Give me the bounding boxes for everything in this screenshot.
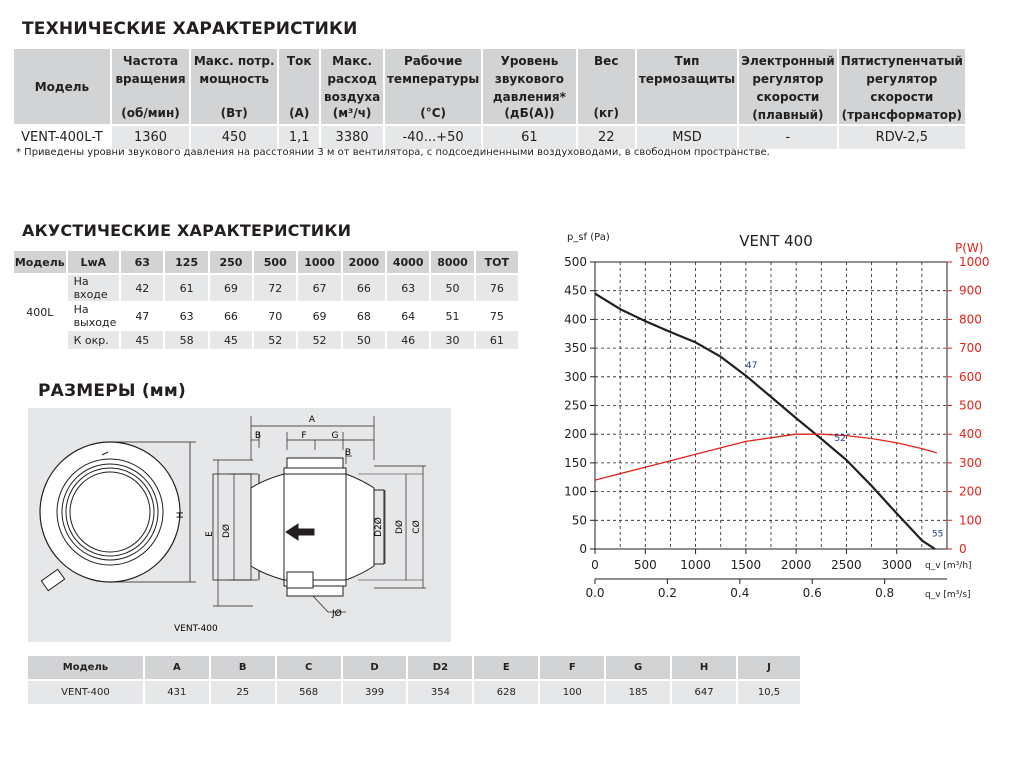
- chart-xlabel: q_v [m³/h]: [925, 561, 972, 571]
- tech-header-unit: (Вт): [220, 106, 248, 120]
- y2-tick-label: 900: [959, 283, 982, 298]
- tech-header-line: Пятиступенчатый: [840, 54, 963, 68]
- y-tick-label: 450: [564, 283, 587, 298]
- tech-header-line: регулятор: [752, 72, 824, 86]
- x-tick-label: 3000: [881, 558, 912, 572]
- tech-header-line: Тип: [674, 54, 700, 68]
- series-line-0: [595, 294, 935, 549]
- dim-header-cell: H: [672, 656, 738, 679]
- x-tick-label: 0: [591, 558, 599, 572]
- acoustic-header-cell: Модель: [14, 251, 68, 273]
- dim-label-e: E: [205, 531, 215, 537]
- dim-cell: 354: [408, 679, 474, 704]
- dim-header-cell: D: [343, 656, 409, 679]
- tech-cell: RDV-2,5: [839, 124, 967, 149]
- acoustic-cell: 52: [254, 329, 298, 349]
- x-tick-label: 2000: [780, 558, 812, 572]
- tech-header-line: Рабочие: [403, 54, 463, 68]
- y-tick-label: 300: [564, 369, 587, 384]
- acoustic-cell: 45: [210, 329, 254, 349]
- tech-header-line: Электронный: [741, 54, 835, 68]
- tech-header-cell: [14, 49, 112, 124]
- acoustic-cell: 61: [476, 329, 520, 349]
- dim-cell: 647: [672, 679, 738, 704]
- tech-cell: 1,1: [279, 124, 321, 149]
- x2-tick-label: 0.8: [875, 586, 895, 600]
- dim-cell: 100: [540, 679, 606, 704]
- dimensions-section-title: РАЗМЕРЫ (мм): [38, 381, 186, 401]
- acoustic-cell: 66: [210, 301, 254, 329]
- chart-axes: [564, 255, 989, 600]
- tech-header-line: термозащиты: [638, 72, 736, 86]
- y-tick-label: 150: [564, 455, 587, 470]
- acoustic-cell: 52: [298, 329, 342, 349]
- acoustic-header-cell: 250: [210, 251, 254, 273]
- acoustic-header-cell: 63: [121, 251, 165, 273]
- tech-header-line: Макс. потр.: [193, 54, 275, 68]
- y2-tick-label: 0: [959, 542, 967, 556]
- acoustic-cell: 30: [431, 329, 475, 349]
- acoustic-cell: 58: [165, 329, 209, 349]
- curve-annotation: 47: [745, 361, 758, 372]
- table-row: [14, 301, 520, 329]
- y-tick-label: 400: [564, 312, 587, 327]
- dim-cell: 568: [277, 679, 343, 704]
- table-row: [14, 124, 967, 149]
- dimension-drawing: [28, 408, 451, 642]
- tech-header-cell: [385, 49, 483, 124]
- y2-tick-label: 700: [959, 341, 982, 356]
- tech-header-line: Уровень: [500, 54, 559, 68]
- y2-tick-label: 500: [959, 398, 982, 413]
- tech-header-cell: [279, 49, 321, 124]
- tech-header-unit: (м³/ч): [332, 106, 372, 120]
- tech-cell: 1360: [112, 124, 191, 149]
- tech-section-title: ТЕХНИЧЕСКИЕ ХАРАКТЕРИСТИКИ: [22, 19, 358, 39]
- tech-header-unit: (кг): [593, 106, 619, 120]
- tech-header-line: Модель: [34, 79, 90, 94]
- dim-label-d: DØ: [222, 523, 232, 539]
- dim-cell: 399: [343, 679, 409, 704]
- tech-header-cell: [191, 49, 279, 124]
- tech-header-line: скорости: [756, 90, 820, 104]
- acoustic-cell: 68: [343, 301, 387, 329]
- tech-cell: 3380: [321, 124, 385, 149]
- tech-header-cell: [637, 49, 739, 124]
- y2-tick-label: 800: [959, 312, 982, 327]
- dim-label-d2: D2Ø: [374, 517, 384, 537]
- x-tick-label: 2500: [831, 558, 862, 572]
- dim-label-f: F: [301, 431, 307, 441]
- acoustic-header-cell: 8000: [431, 251, 475, 273]
- dim-header-row: [28, 656, 802, 679]
- dim-header-cell: Модель: [28, 656, 145, 679]
- tech-header-cell: [578, 49, 637, 124]
- acoustic-cell: 46: [387, 329, 431, 349]
- dim-label-j: JØ: [332, 609, 342, 619]
- chart-grid: [595, 262, 947, 549]
- acoustic-cell: 66: [343, 273, 387, 301]
- dim-header-cell: B: [211, 656, 277, 679]
- tech-header-line: вращения: [115, 72, 186, 86]
- table-row: [28, 679, 802, 704]
- tech-header-line: воздуха: [324, 90, 381, 104]
- y-tick-label: 350: [564, 341, 587, 356]
- tech-header-line: мощность: [199, 72, 269, 86]
- tech-footnote: * Приведены уровни звукового давления на расстоянии 3 м от вентилятора, с подсоединенными воздуховодами, в свободном пространстве.: [16, 147, 770, 158]
- tech-cell: -: [739, 124, 839, 149]
- tech-header-line: Вес: [594, 54, 619, 68]
- tech-header-line: Частота: [122, 54, 179, 68]
- acoustic-cell: 45: [121, 329, 165, 349]
- y2-tick-label: 400: [959, 427, 982, 442]
- x-tick-label: 1000: [680, 558, 711, 572]
- dim-label-g: G: [331, 431, 339, 441]
- chart-x2label: q_v [m³/s]: [925, 590, 971, 600]
- dim-header-cell: E: [474, 656, 540, 679]
- tech-header-unit: (об/мин): [121, 106, 180, 120]
- acoustic-cell: 50: [431, 273, 475, 301]
- tech-header-line: скорости: [870, 90, 934, 104]
- table-row: [14, 273, 520, 301]
- dim-label-b-right: B: [344, 448, 352, 458]
- tech-header-cell: [321, 49, 385, 124]
- acoustic-cell: 70: [254, 301, 298, 329]
- tech-header-line: давления*: [492, 90, 566, 104]
- tech-header-line: регулятор: [866, 72, 938, 86]
- acoustic-cell: 75: [476, 301, 520, 329]
- acoustic-cell: 72: [254, 273, 298, 301]
- dim-header-cell: D2: [408, 656, 474, 679]
- chart-title: VENT 400: [739, 232, 813, 250]
- acoustic-table: [14, 251, 520, 349]
- tech-header-line: звукового: [494, 72, 564, 86]
- tech-specs-table: [14, 49, 967, 149]
- chart-ylabel: p_sf (Pa): [567, 232, 610, 243]
- acoustic-cell: 47: [121, 301, 165, 329]
- dim-label-b-left: B: [254, 431, 262, 441]
- x2-tick-label: 0.6: [802, 586, 822, 600]
- acoustic-cell: 63: [165, 301, 209, 329]
- acoustic-cell: 51: [431, 301, 475, 329]
- tech-cell: 61: [483, 124, 577, 149]
- tech-header-line: Макс.: [332, 54, 373, 68]
- acoustic-cell: 63: [387, 273, 431, 301]
- tech-header-row: [14, 49, 967, 124]
- x-tick-label: 500: [633, 558, 657, 572]
- dim-label-d-right: DØ: [395, 519, 405, 535]
- tech-header-line: (трансформатор): [841, 108, 963, 122]
- acoustic-header-row: [14, 251, 520, 273]
- y-tick-label: 100: [564, 484, 587, 499]
- dim-header-cell: G: [606, 656, 672, 679]
- acoustic-header-cell: 4000: [387, 251, 431, 273]
- dim-cell: 185: [606, 679, 672, 704]
- y2-tick-label: 1000: [959, 255, 990, 269]
- curve-annotation: 52: [834, 434, 846, 445]
- acoustic-header-cell: LwA: [68, 251, 122, 273]
- acoustic-row-label: На выходе: [68, 301, 122, 329]
- acoustic-cell: 69: [210, 273, 254, 301]
- chart-series: [595, 294, 943, 549]
- acoustic-cell: 64: [387, 301, 431, 329]
- dim-cell: VENT-400: [28, 679, 145, 704]
- acoustic-header-cell: 500: [254, 251, 298, 273]
- tech-cell: MSD: [637, 124, 739, 149]
- acoustic-cell: 42: [121, 273, 165, 301]
- tech-cell: -40...+50: [385, 124, 483, 149]
- dim-label-a: A: [308, 415, 316, 425]
- dimensions-table: [28, 656, 802, 704]
- chart-y2label: P(W): [955, 241, 984, 255]
- y-tick-label: 50: [571, 513, 587, 528]
- acoustic-row-label: К окр.: [68, 329, 122, 349]
- acoustic-header-cell: 125: [165, 251, 209, 273]
- tech-cell: 450: [191, 124, 279, 149]
- tech-header-line: температуры: [386, 72, 480, 86]
- tech-header-cell: [839, 49, 967, 124]
- dim-cell: 10,5: [738, 679, 802, 704]
- tech-header-line: (плавный): [752, 108, 824, 122]
- dim-header-cell: J: [738, 656, 802, 679]
- curve-annotation: 55: [931, 529, 944, 540]
- tech-header-cell: [483, 49, 577, 124]
- x2-tick-label: 0.4: [730, 586, 750, 600]
- x2-tick-label: 0.2: [657, 586, 677, 600]
- tech-cell: 22: [578, 124, 637, 149]
- y2-tick-label: 300: [959, 455, 982, 470]
- dim-header-cell: C: [277, 656, 343, 679]
- y-tick-label: 500: [564, 255, 587, 269]
- acoustic-section-title: АКУСТИЧЕСКИЕ ХАРАКТЕРИСТИКИ: [22, 221, 352, 240]
- acoustic-header-cell: 2000: [343, 251, 387, 273]
- tech-header-unit: (А): [289, 106, 310, 120]
- acoustic-cell: 69: [298, 301, 342, 329]
- series-line-1: [595, 434, 937, 480]
- acoustic-model-cell: 400L: [14, 273, 68, 349]
- dim-label-h: H: [176, 511, 186, 519]
- tech-header-unit: (дБ(А)): [504, 106, 555, 120]
- x-tick-label: 1500: [730, 558, 762, 572]
- acoustic-cell: 50: [343, 329, 387, 349]
- acoustic-row-label: На входе: [68, 273, 122, 301]
- fan-drawing-svg: [28, 408, 451, 642]
- acoustic-header-cell: 1000: [298, 251, 342, 273]
- dim-cell: 431: [145, 679, 211, 704]
- acoustic-cell: 76: [476, 273, 520, 301]
- dim-header-cell: A: [145, 656, 211, 679]
- acoustic-cell: 61: [165, 273, 209, 301]
- table-row: [14, 329, 520, 349]
- dim-cell: 628: [474, 679, 540, 704]
- dim-cell: 25: [211, 679, 277, 704]
- tech-header-cell: [739, 49, 839, 124]
- x2-tick-label: 0.0: [585, 586, 605, 600]
- dim-header-cell: F: [540, 656, 606, 679]
- y-tick-label: 200: [564, 427, 587, 442]
- tech-header-line: Ток: [286, 54, 312, 68]
- y2-tick-label: 100: [959, 513, 982, 528]
- acoustic-cell: 67: [298, 273, 342, 301]
- side-view: [213, 458, 423, 596]
- y-tick-label: 0: [579, 542, 587, 556]
- dim-label-c: CØ: [412, 520, 422, 534]
- tech-header-cell: [112, 49, 191, 124]
- y2-tick-label: 200: [959, 484, 982, 499]
- tech-cell: VENT-400L-T: [14, 124, 112, 149]
- tech-header-unit: (°С): [420, 106, 446, 120]
- drawing-model-label: VENT-400: [174, 624, 218, 634]
- tech-header-line: расход: [327, 72, 377, 86]
- fan-performance-chart: [545, 225, 1005, 610]
- acoustic-header-cell: TOT: [476, 251, 520, 273]
- y2-tick-label: 600: [959, 369, 982, 384]
- front-view: [40, 442, 180, 591]
- y-tick-label: 250: [564, 398, 587, 413]
